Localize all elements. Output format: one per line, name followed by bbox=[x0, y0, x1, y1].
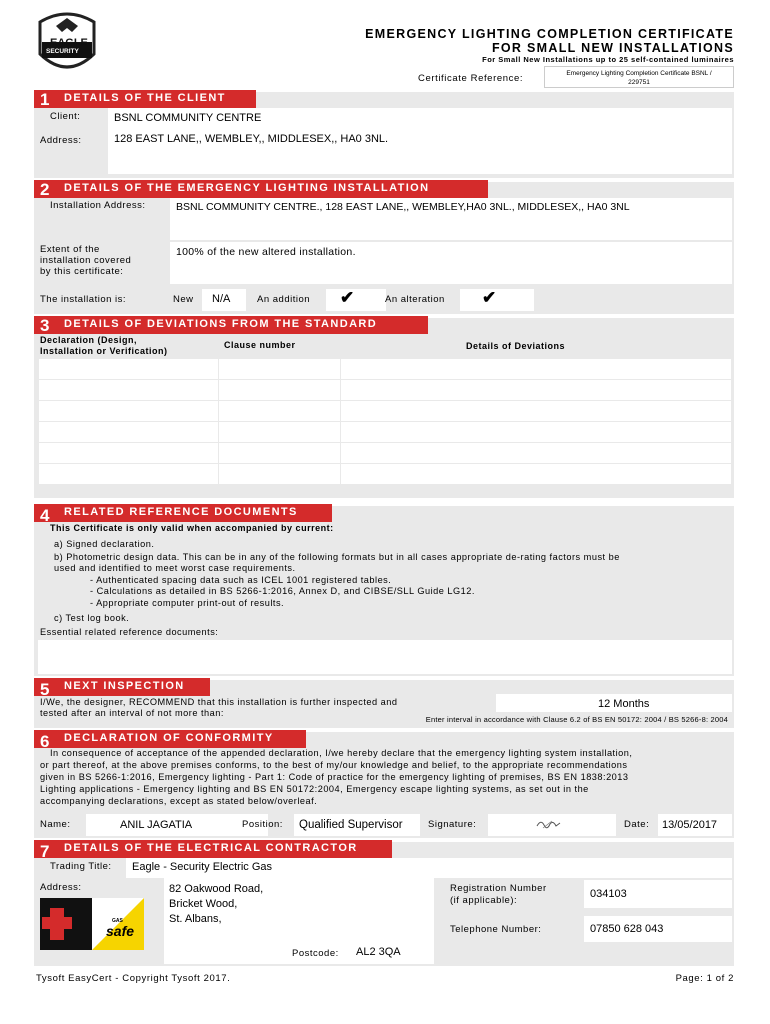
certificate-reference-value-1: Emergency Lighting Completion Certificate BSNL / bbox=[566, 70, 712, 77]
addition-label: An addition bbox=[257, 294, 311, 305]
footer-copyright: Tysoft EasyCert - Copyright Tysoft 2017. bbox=[36, 973, 231, 984]
installation-address-label: Installation Address: bbox=[50, 200, 146, 211]
table-row bbox=[39, 401, 732, 422]
section-6-header bbox=[34, 730, 306, 748]
contractor-address-line-1: 82 Oakwood Road, bbox=[169, 883, 264, 895]
declaration-line-3: given in BS 5266-1:2016, Emergency lighting - Part 1: Code of practice for the emergency lighting of premises, BS EN 1838:2013 bbox=[40, 772, 629, 782]
deviation-clause-cell[interactable] bbox=[219, 422, 341, 443]
gas-safe-text-gas: GAS bbox=[112, 918, 123, 924]
deviation-declaration-cell[interactable] bbox=[39, 443, 219, 464]
section-7-number: 7 bbox=[40, 842, 50, 861]
extent-value: 100% of the new altered installation. bbox=[176, 246, 356, 258]
section-reference-documents bbox=[34, 506, 734, 676]
section-4-title: RELATED REFERENCE DOCUMENTS bbox=[64, 506, 298, 518]
section-2-number: 2 bbox=[40, 180, 50, 199]
table-row bbox=[39, 359, 732, 380]
declaration-position-label: Position: bbox=[242, 819, 283, 830]
signature-image bbox=[534, 816, 564, 832]
section-7-title: DETAILS OF THE ELECTRICAL CONTRACTOR bbox=[64, 842, 358, 854]
gas-safe-text-safe: safe bbox=[106, 923, 135, 939]
deviation-clause-cell[interactable] bbox=[219, 401, 341, 422]
section-declaration bbox=[34, 732, 734, 838]
section-5-number: 5 bbox=[40, 680, 50, 699]
deviation-details-cell[interactable] bbox=[341, 464, 732, 485]
section-1-header bbox=[34, 90, 256, 108]
deviation-clause-cell[interactable] bbox=[219, 380, 341, 401]
table-row bbox=[39, 422, 732, 443]
section-4-header bbox=[34, 504, 332, 522]
certificate-reference-value-2: 229751 bbox=[628, 79, 650, 86]
contractor-address-label: Address: bbox=[40, 882, 82, 893]
certificate-title-line-2: FOR SMALL NEW INSTALLATIONS bbox=[491, 41, 734, 55]
next-inspection-text-1: I/We, the designer, RECOMMEND that this installation is further inspected and bbox=[40, 697, 398, 707]
deviation-clause-cell[interactable] bbox=[219, 464, 341, 485]
eagle-security-logo bbox=[36, 10, 98, 76]
telephone-label: Telephone Number: bbox=[450, 924, 542, 935]
deviation-clause-cell[interactable] bbox=[219, 443, 341, 464]
installation-address-value: BSNL COMMUNITY CENTRE., 128 EAST LANE,, WEMBLEY,HA0 3NL., MIDDLESEX,, HA0 3NL bbox=[176, 201, 630, 213]
section-5-title: NEXT INSPECTION bbox=[64, 680, 185, 692]
gas-safe-badge bbox=[92, 898, 144, 950]
declaration-name-value: ANIL JAGATIA bbox=[120, 819, 193, 831]
niceic-badge bbox=[40, 898, 92, 950]
registration-label-2: (if applicable): bbox=[450, 895, 518, 906]
section-3-header bbox=[34, 316, 428, 334]
deviation-details-cell[interactable] bbox=[341, 401, 732, 422]
declaration-line-2: or part thereof, at the above premises conforms, to the best of my/our knowledge and belief, to the appropriate recommendations bbox=[40, 760, 628, 770]
contractor-address-line-2: Bricket Wood, bbox=[169, 898, 238, 910]
certificate-reference-label: Certificate Reference: bbox=[418, 73, 524, 84]
certificate-subtitle: For Small New Installations up to 25 self-contained luminaires bbox=[482, 55, 734, 64]
client-label: Client: bbox=[50, 111, 81, 122]
contractor-address-line-3: St. Albans, bbox=[169, 913, 222, 925]
deviation-col-details: Details of Deviations bbox=[466, 341, 566, 351]
installation-is-label: The installation is: bbox=[40, 294, 127, 305]
next-inspection-text-2: tested after an interval of not more than: bbox=[40, 708, 224, 718]
addition-checkbox[interactable] bbox=[326, 289, 386, 311]
extent-label-2: installation covered bbox=[40, 255, 132, 266]
deviation-col-clause: Clause number bbox=[224, 340, 296, 350]
reference-item-b-4: - Calculations as detailed in BS 5266-1:2016, Annex D, and CIBSE/SLL Guide LG12. bbox=[90, 586, 475, 596]
registration-label-1: Registration Number bbox=[450, 883, 547, 894]
deviation-declaration-cell[interactable] bbox=[39, 422, 219, 443]
deviation-declaration-cell[interactable] bbox=[39, 401, 219, 422]
table-row bbox=[39, 380, 732, 401]
alteration-checkbox[interactable] bbox=[460, 289, 534, 311]
table-row bbox=[39, 443, 732, 464]
reference-item-a: a) Signed declaration. bbox=[54, 539, 155, 549]
section-contractor bbox=[34, 842, 734, 966]
extent-label-1: Extent of the bbox=[40, 244, 100, 255]
table-row bbox=[39, 464, 732, 485]
new-value: N/A bbox=[212, 293, 231, 305]
next-inspection-interval-note: Enter interval in accordance with Clause 6.2 of BS EN 50172: 2004 / BS 5266-8: 2004 bbox=[425, 715, 728, 724]
declaration-line-5: accompanying declarations, except as stated below/overleaf. bbox=[40, 796, 318, 806]
red-cross-bar-icon bbox=[42, 917, 72, 929]
deviations-table bbox=[38, 358, 732, 485]
certificate-title-line-1: EMERGENCY LIGHTING COMPLETION CERTIFICATE bbox=[365, 27, 734, 41]
section-3-number: 3 bbox=[40, 316, 50, 335]
reference-item-b-5: - Appropriate computer print-out of results. bbox=[90, 598, 285, 608]
deviation-col-declaration-1: Declaration (Design, bbox=[40, 335, 138, 345]
certificate-reference-box bbox=[544, 66, 734, 88]
footer-page-number: Page: 1 of 2 bbox=[675, 973, 734, 984]
reference-item-c: c) Test log book. bbox=[54, 613, 130, 623]
new-label: New bbox=[173, 294, 194, 305]
essential-documents-field[interactable] bbox=[38, 640, 732, 674]
section-2-title: DETAILS OF THE EMERGENCY LIGHTING INSTALLATION bbox=[64, 182, 430, 194]
deviation-details-cell[interactable] bbox=[341, 380, 732, 401]
client-value: BSNL COMMUNITY CENTRE bbox=[114, 112, 262, 124]
registration-value: 034103 bbox=[590, 888, 627, 900]
telephone-value: 07850 628 043 bbox=[590, 923, 664, 935]
alteration-label: An alteration bbox=[385, 294, 445, 305]
next-inspection-interval-value: 12 Months bbox=[598, 698, 650, 710]
deviation-details-cell[interactable] bbox=[341, 422, 732, 443]
reference-item-b-1: b) Photometric design data. This can be in any of the following formats but in all cases appropriate de-rating factors must be bbox=[54, 552, 620, 562]
alteration-check-icon: ✔ bbox=[482, 288, 497, 307]
section-7-header bbox=[34, 840, 392, 858]
section-3-title: DETAILS OF DEVIATIONS FROM THE STANDARD bbox=[64, 318, 378, 330]
section-6-number: 6 bbox=[40, 732, 50, 751]
logo-text-security: SECURITY bbox=[46, 48, 79, 55]
reference-item-b-2: used and identified to meet worst case requirements. bbox=[54, 563, 296, 573]
postcode-value: AL2 3QA bbox=[356, 946, 401, 958]
section-1-title: DETAILS OF THE CLIENT bbox=[64, 92, 226, 104]
trade-badges bbox=[40, 898, 144, 950]
deviation-col-declaration-2: Installation or Verification) bbox=[40, 346, 168, 356]
deviation-declaration-cell[interactable] bbox=[39, 464, 219, 485]
addition-check-icon: ✔ bbox=[340, 288, 355, 307]
essential-documents-label: Essential related reference documents: bbox=[40, 627, 219, 637]
deviation-declaration-cell[interactable] bbox=[39, 359, 219, 380]
section-installation bbox=[34, 182, 734, 314]
logo-text-eagle: EAGLE bbox=[50, 37, 88, 49]
deviation-clause-cell[interactable] bbox=[219, 359, 341, 380]
deviation-details-cell[interactable] bbox=[341, 359, 732, 380]
section-4-number: 4 bbox=[40, 506, 50, 525]
section-next-inspection bbox=[34, 680, 734, 728]
section-client bbox=[34, 92, 734, 178]
trading-title-value: Eagle - Security Electric Gas bbox=[132, 861, 272, 873]
declaration-date-label: Date: bbox=[624, 819, 650, 830]
section-deviations bbox=[34, 318, 734, 498]
declaration-signature-label: Signature: bbox=[428, 819, 477, 830]
trading-title-label: Trading Title: bbox=[50, 861, 112, 872]
declaration-position-value: Qualified Supervisor bbox=[299, 819, 403, 831]
reference-item-b-3: - Authenticated spacing data such as ICEL 1001 registered tables. bbox=[90, 575, 392, 585]
declaration-line-4: Lighting applications - Emergency lighting and BS EN 50172:2004, Emergency escape lighting systems, as set out in the bbox=[40, 784, 589, 794]
deviation-declaration-cell[interactable] bbox=[39, 380, 219, 401]
section-5-header bbox=[34, 678, 210, 696]
section-1-number: 1 bbox=[40, 90, 50, 109]
section-6-title: DECLARATION OF CONFORMITY bbox=[64, 732, 274, 744]
client-address-value: 128 EAST LANE,, WEMBLEY,, MIDDLESEX,, HA0 3NL. bbox=[114, 133, 389, 145]
declaration-line-1: In consequence of acceptance of the appended declaration, I/we hereby declare that the emergency lighting system installation, bbox=[50, 748, 633, 758]
extent-label-3: by this certificate: bbox=[40, 266, 124, 277]
declaration-name-label: Name: bbox=[40, 819, 71, 830]
deviation-details-cell[interactable] bbox=[341, 443, 732, 464]
client-address-label: Address: bbox=[40, 135, 82, 146]
declaration-date-value: 13/05/2017 bbox=[662, 819, 718, 831]
reference-intro: This Certificate is only valid when accompanied by current: bbox=[50, 523, 334, 533]
postcode-label: Postcode: bbox=[292, 948, 339, 959]
section-2-header bbox=[34, 180, 488, 198]
